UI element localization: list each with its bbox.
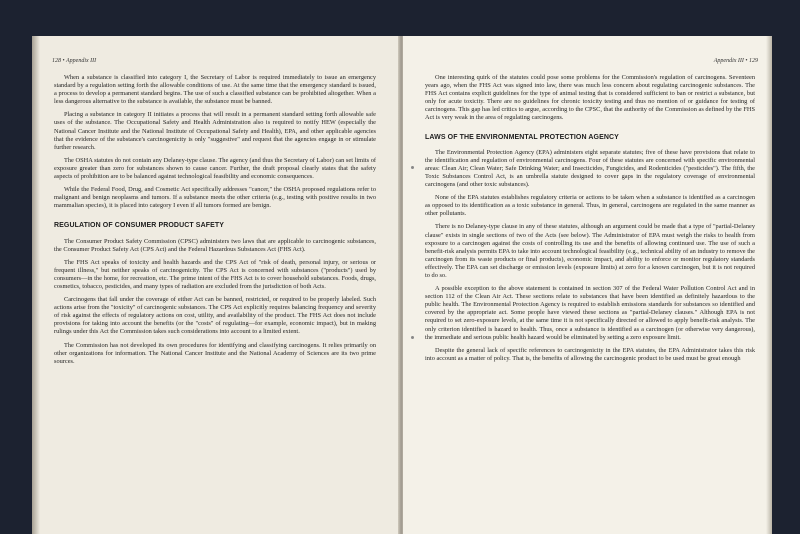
paragraph: The Commission has not developed its own procedures for identifying and classifying carcinogens. It relies primarily on other organizations for information. The National Cancer Institute and the National Academy of Sciences are its two prime sources.	[54, 341, 376, 365]
left-running-head: 128 • Appendix III	[52, 58, 97, 64]
paragraph: A possible exception to the above statement is contained in section 307 of the Federal Water Pollution Control Act and in section 112 of the Clean Air Act. These sections relate to substances that have been identified as definitely hazardous to the public health. The Environmental Protection Agency is required to establish emissions standards for substances so identified and covered by the appropriate act. Some people have viewed these sections as "partial-Delaney clauses." Although EPA is not required to set zero-exposure levels, at the same time it is not specifically directed or allowed to apply benefit-risk analysis. The only criterion identified is hazard to health. Thus, once a substance is identified as a carcinogen (or otherwise very dangerous), the immediate and serious public health hazard would be eliminated by setting a zero exposure limit.	[425, 285, 755, 341]
binding-hole-dot	[411, 336, 414, 339]
right-running-head: Appendix III • 129	[713, 58, 758, 64]
right-page-body	[425, 74, 755, 368]
paragraph: The FHS Act speaks of toxicity and health hazards and the CPS Act of "risk of death, personal injury, or serious or frequent illness," but neither speaks of carcinogenicity. The CPS Act is concerned with substances ("products") used by consumers—in the home, for recreation, etc. The prime intent of the FHS Act is to cover household substances. Foods, drugs, cosmetics, tobacco, pesticides, and many types of radiation are excluded from the jurisdiction of both Acts.	[54, 258, 376, 290]
book-spread	[32, 36, 772, 534]
page-edge-shadow	[766, 36, 772, 534]
paragraph: There is no Delaney-type clause in any of these statutes, although an argument could be made that a type of "partial-Delaney clause" exists in single sections of two of the Acts (see below). The Administrator of EPA must weigh the risks to health from exposure to a carcinogen against the costs of controlling its use and the benefits of allowing continued use. The use of such a benefit-risk analysis permits EPA to take into account technological feasibility (e.g., technical ability of an industry to remove the carcinogen from its waste products or final products), economic impact, and ability to enforce or monitor regulatory standards effectively. The EPA can set discharge or emission levels (exposure limits) at zero for a known carcinogen, but it is not required to do so.	[425, 223, 755, 279]
paragraph: Placing a substance in category II initiates a process that will result in a permanent standard setting forth allowable safe uses of the substance. The Occupational Safety and Health Administration also is required to notify HEW (especially the National Cancer Institute and the National Institute of Occupational Safety and Health), EPA, and other applicable agencies that the evidence of the substance's carcinogenicity is only "suggestive" and request that the agencies engage in or stimulate further research.	[54, 111, 376, 151]
paragraph: Carcinogens that fall under the coverage of either Act can be banned, restricted, or required to be properly labeled. Such actions arise from the "toxicity" of carcinogenic substances. The CPS Act explicitly requires balancing frequency and severity of risk against the effects of regulatory actions on cost, utility, and availability of the product. The FHS Act does not include provisions for taking into account the benefits (or the "costs" of regulating—for example, economic impact), but in making rulings under this Act the Commission takes such considerations into account to a limited extent.	[54, 296, 376, 336]
paragraph: When a substance is classified into category I, the Secretary of Labor is required immediately to issue an emergency standard by a regulation setting forth the allowable conditions of use. At the same time that the emergency standard is issued, a process to develop a permanent standard begins. The use of such a classified substance can be prohibited altogether. When a less dangerous alternative to the substance is available, the substance must be banned.	[54, 74, 376, 106]
paragraph: One interesting quirk of the statutes could pose some problems for the Commission's regulation of carcinogens. Seventeen years ago, when the FHS Act was signed into law, there was much less concern about regulating carcinogenic substances. The FHS Act contains explicit guidelines for the type of animal testing that is considered sufficient to ban or restrict a substance, but only for acute toxicity. There are no guidelines for chronic toxicity testing and thus no mention of or guidance for testing of carcinogens. This gap has led critics to argue, according to the CPSC, that the authority of the Commission as defined by the FHS Act is very weak in the area of regulating carcinogens.	[425, 74, 755, 122]
page-edge-shadow	[32, 36, 40, 534]
paragraph: While the Federal Food, Drug, and Cosmetic Act specifically addresses "cancer," the OSHA proposed regulations refer to malignant and benign neoplasms and tumors. If a substance meets the other criteria (e.g., testing with positive results in two mammalian species), it is placed into category I even if all tumors formed are benign.	[54, 186, 376, 210]
left-page	[32, 36, 400, 534]
section-heading-epa: LAWS OF THE ENVIRONMENTAL PROTECTION AGENCY	[425, 133, 619, 141]
paragraph: The Consumer Product Safety Commission (CPSC) administers two laws that are applicable to carcinogenic substances, the Consumer Product Safety Act (CPS Act) and the Federal Hazardous Substances Act (FHS Act).	[54, 237, 376, 253]
paragraph: The OSHA statutes do not contain any Delaney-type clause. The agency (and thus the Secretary of Labor) can set limits of exposure greater than zero for substances shown to cause cancer. Further, the draft proposal clearly states that the safety aspects of prohibition are to be balanced against technological feasibility and economic consequences.	[54, 156, 376, 181]
paragraph: The Environmental Protection Agency (EPA) administers eight separate statutes; five of these have provisions that relate to the identification and regulation of environmental carcinogens. Four of these statutes are concerned with specific environmental areas: Clean Air; Clean Water; Safe Drinking Water; and Insecticides, Fungicides, and Rodenticides ("pesticides"). The fifth, the Toxic Substances Control Act, is an umbrella statute designed to cover gaps in the regulatory coverage of environmental carcinogens (and other toxic substances).	[425, 148, 755, 189]
paragraph: Despite the general lack of specific references to carcinogenicity in the EPA statutes, the EPA Administrator takes this risk into account as a matter of policy. That is, the benefits of allowing the carcinogenic product to be used must be great enough	[425, 346, 755, 362]
paragraph: None of the EPA statutes establishes regulatory criteria or actions to be taken when a substance is identified as a carcinogen as opposed to its identification as a toxic substance in general. Thus, in general, carcinogens are regulated in the same manner as other pollutants.	[425, 194, 755, 218]
left-page-body	[54, 74, 376, 371]
binding-hole-dot	[411, 166, 414, 169]
section-heading-cpsc: REGULATION OF CONSUMER PRODUCT SAFETY	[54, 222, 225, 230]
right-page	[403, 36, 772, 534]
